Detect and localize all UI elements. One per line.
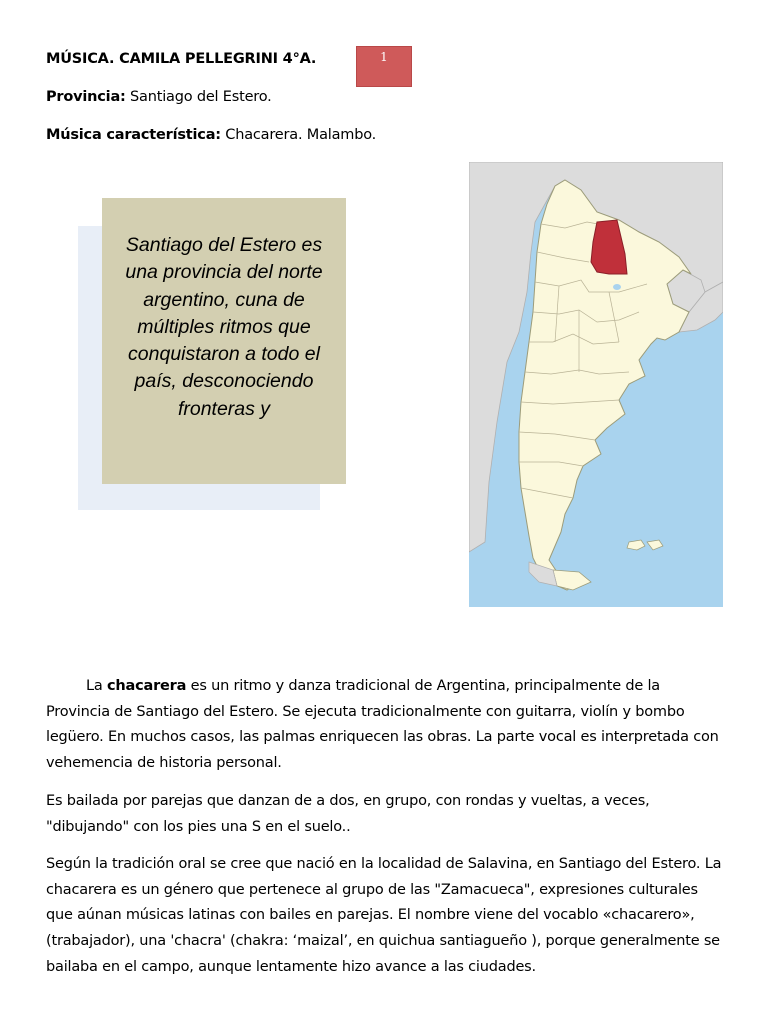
musica-line <box>46 127 376 143</box>
p1-bold: chacarera <box>106 678 187 694</box>
musica-label: Música característica: <box>46 127 221 143</box>
provincia-value: Santiago del Estero. <box>125 89 272 105</box>
document-title: MÚSICA. CAMILA PELLEGRINI 4°A. <box>46 51 317 67</box>
page-number-badge <box>356 46 412 87</box>
quote-box <box>102 198 346 484</box>
provincia-line <box>46 89 272 105</box>
p1-start: La <box>86 678 107 694</box>
p3-text: Según la tradición oral se cree que nació en la localidad de Salavina, en Santiago del Estero. La chacarera es un género que pertenece al grupo de las "Zamacueca", expresiones culturales que aúnan músicas latinas con bailes en parejas. El nombre viene del vocablo «chacarero», (trabajador), una 'chacra' (chakra: ‘maizal’, en quichua santiagueño ), porque generalmente se bailaba en el campo, aunque lentamente hizo avance a las ciudades. <box>46 856 722 975</box>
page-number: 1 <box>380 50 388 64</box>
argentina-map-icon <box>469 162 723 607</box>
provincia-label: Provincia: <box>46 89 126 105</box>
paragraph-3 <box>46 852 726 981</box>
p2-text: Es bailada por parejas que danzan de a dos, en grupo, con rondas y vueltas, a veces, "dibujando" con los pies una S en el suelo.. <box>46 793 650 835</box>
musica-value: Chacarera. Malambo. <box>220 127 377 143</box>
paragraph-1 <box>46 674 726 777</box>
paragraph-2 <box>46 789 726 840</box>
p1-rest: es un ritmo y danza tradicional de Argentina, principalmente de la Provincia de Santiago del Estero. Se ejecuta tradicionalmente con guitarra, violín y bombo legüero. En muchos casos, las palmas enriquecen las obras. La parte vocal es interpretada con vehemencia de historia personal. <box>46 678 719 772</box>
quote-text: Santiago del Estero es una provincia del norte argentino, cuna de múltiples ritmos que conquistaron a todo el país, desconociendo fronteras y <box>125 234 323 420</box>
